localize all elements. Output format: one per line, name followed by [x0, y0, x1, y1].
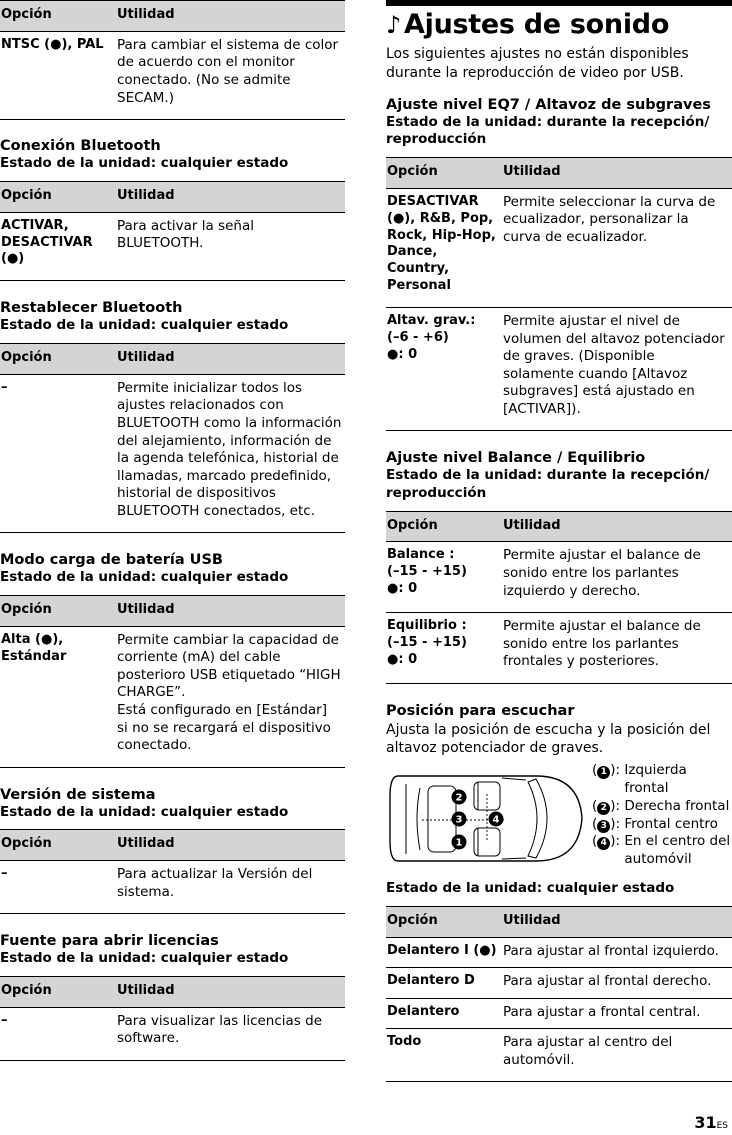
- option-cell: Delantero I (●): [386, 937, 503, 968]
- utility-cell: Permite seleccionar la curva de ecualizador, personalizar la curva de ecualizador.: [503, 188, 732, 307]
- option-cell: –: [0, 861, 117, 914]
- option-cell: ACTIVAR, DESACTIVAR (●): [0, 212, 117, 281]
- position-marker-2: [452, 790, 467, 805]
- table-row: [386, 613, 732, 684]
- legend-item: ( 3 ): Frontal centro: [592, 815, 718, 832]
- table-row: [386, 308, 732, 431]
- section-title: Ajuste nivel EQ7 / Altavoz de subgraves: [386, 96, 711, 113]
- option-cell: –: [0, 374, 117, 532]
- windshield: [528, 779, 547, 858]
- table-row: [0, 31, 345, 119]
- section-title: Restablecer Bluetooth: [0, 300, 183, 317]
- position-marker-3: [452, 812, 467, 827]
- car-body: [390, 776, 582, 861]
- header-option: Opción: [386, 511, 503, 542]
- svg-text:1: 1: [455, 837, 463, 849]
- option-cell: NTSC (●), PAL: [0, 31, 117, 119]
- title-rule: [386, 0, 732, 6]
- svg-text:4: 4: [492, 814, 500, 826]
- header-option: Opción: [0, 595, 117, 626]
- table-row: [0, 374, 345, 532]
- section-title: Versión de sistema: [0, 786, 156, 803]
- legend-text: Izquierda frontal: [624, 762, 687, 796]
- table-row: [386, 968, 732, 999]
- utility-cell: Para actualizar la Versión del sistema.: [117, 861, 345, 914]
- option-cell: Equilibrio : (–15 - +15) ●: 0: [386, 613, 503, 684]
- section-title: Ajuste nivel Balance / Equilibrio: [386, 450, 646, 467]
- utility-cell: Permite ajustar el nivel de volumen del altavoz potenciador de graves. (Disponible solamente cuando [Altavoz subgraves] está ajustado en [ACTIVAR]).: [503, 308, 732, 431]
- utility-cell: Para ajustar al frontal izquierdo.: [503, 937, 732, 968]
- intro-text: Los siguientes ajustes no están disponibles durante la reproducción de video por USB.: [386, 46, 689, 81]
- table-row: [386, 1029, 732, 1082]
- option-cell: Balance : (–15 - +15) ●: 0: [386, 542, 503, 613]
- page-number: [694, 1113, 728, 1134]
- section-state: Estado de la unidad: cualquier estado: [0, 155, 289, 172]
- header-utility: Utilidad: [503, 157, 732, 188]
- balance-table: [386, 511, 732, 684]
- header-utility: Utilidad: [117, 343, 345, 374]
- page-lang: ES: [716, 1121, 728, 1132]
- color-system-table: [0, 0, 345, 120]
- table-row: [386, 188, 732, 307]
- legend-text: En el centro del automóvil: [624, 833, 731, 868]
- section-state: Estado de la unidad: durante la recepción/ reproducción: [386, 467, 710, 502]
- section-title: Modo carga de batería USB: [0, 552, 223, 569]
- header-option: Opción: [0, 976, 117, 1007]
- header-utility: Utilidad: [503, 906, 732, 937]
- bluetooth-reset-table: [0, 343, 345, 533]
- utility-cell: Permite ajustar el balance de sonido entre los parlantes frontales y posteriores.: [503, 613, 732, 684]
- table-row: [0, 1007, 345, 1060]
- utility-cell: Para cambiar el sistema de color de acuerdo con el monitor conectado. (No se admite SECAM.): [117, 31, 345, 119]
- page-number-value: 31: [694, 1113, 717, 1133]
- listening-position-diagram: [386, 762, 732, 878]
- table-row: [0, 212, 345, 281]
- header-utility: Utilidad: [117, 181, 345, 212]
- open-source-licenses-table: [0, 976, 345, 1061]
- left-column: [0, 0, 345, 1061]
- section-title: Posición para escuchar: [386, 702, 575, 719]
- option-cell: Altav. grav.: (–6 - +6) ●: 0: [386, 308, 503, 431]
- header-utility: Utilidad: [117, 830, 345, 861]
- header-option: Opción: [386, 157, 503, 188]
- option-cell: DESACTIVAR (●), R&B, Pop, Rock, Hip-Hop, Dance, Country, Personal: [386, 188, 503, 307]
- car-diagram: [386, 766, 586, 871]
- position-legend: [592, 762, 732, 869]
- music-note-icon: ♪: [386, 10, 402, 39]
- svg-text:3: 3: [455, 814, 463, 826]
- header-option: Opción: [0, 830, 117, 861]
- table-row: [386, 937, 732, 968]
- table-row: [386, 998, 732, 1029]
- table-row: [386, 542, 732, 613]
- legend-item: ( 4 ): En el centro del automóvil: [592, 833, 731, 868]
- utility-cell: Permite ajustar el balance de sonido entre los parlantes izquierdo y derecho.: [503, 542, 732, 613]
- table-row: [0, 626, 345, 767]
- utility-cell: Para visualizar las licencias de software.: [117, 1007, 345, 1060]
- section-state: Estado de la unidad: cualquier estado: [386, 880, 675, 897]
- bluetooth-connection-table: [0, 181, 345, 282]
- header-utility: Utilidad: [117, 1, 345, 32]
- header-option: Opción: [0, 343, 117, 374]
- option-cell: Alta (●), Estándar: [0, 626, 117, 767]
- listening-desc: Ajusta la posición de escucha y la posición del altavoz potenciador de graves.: [386, 721, 711, 757]
- option-cell: –: [0, 1007, 117, 1060]
- option-cell: Delantero: [386, 998, 503, 1029]
- legend-item: ( 1 ): Izquierda frontal: [592, 762, 732, 798]
- utility-cell: Para activar la señal BLUETOOTH.: [117, 212, 345, 281]
- number-badge: 1: [597, 766, 610, 779]
- legend-text: Derecha frontal: [624, 797, 730, 814]
- number-badge: 4: [597, 837, 610, 850]
- usb-charge-table: [0, 595, 345, 768]
- listening-position-table: [386, 906, 732, 1083]
- header-utility: Utilidad: [117, 976, 345, 1007]
- legend-text: Frontal centro: [624, 815, 718, 832]
- option-cell: Todo: [386, 1029, 503, 1082]
- number-badge: 3: [597, 820, 610, 833]
- section-state: Estado de la unidad: cualquier estado: [0, 803, 289, 820]
- legend-item: ( 2 ): Derecha frontal: [592, 797, 730, 814]
- eq-table: [386, 157, 732, 432]
- system-version-table: [0, 829, 345, 914]
- position-marker-1: [452, 835, 467, 850]
- section-state: Estado de la unidad: cualquier estado: [0, 317, 289, 334]
- utility-cell: Permite cambiar la capacidad de corriente (mA) del cable posterioro USB etiquetado “HIGH CHARGE”. Está configurado en [Estándar] si no se recargará el dispositivo conectado.: [117, 626, 345, 767]
- header-option: Opción: [0, 1, 117, 32]
- section-state: Estado de la unidad: cualquier estado: [0, 569, 289, 586]
- svg-text:2: 2: [455, 792, 463, 804]
- section-title: Conexión Bluetooth: [0, 138, 161, 155]
- section-state: Estado de la unidad: durante la recepción/ reproducción: [386, 113, 710, 148]
- number-badge: 2: [597, 802, 610, 815]
- header-utility: Utilidad: [117, 595, 345, 626]
- header-utility: Utilidad: [503, 511, 732, 542]
- page-title: [386, 9, 732, 41]
- header-option: Opción: [386, 906, 503, 937]
- page-title-text: Ajustes de sonido: [404, 9, 670, 40]
- utility-cell: Para ajustar a frontal central.: [503, 998, 732, 1029]
- header-option: Opción: [0, 181, 117, 212]
- utility-cell: Para ajustar al frontal derecho.: [503, 968, 732, 999]
- utility-cell: Para ajustar al centro del automóvil.: [503, 1029, 732, 1082]
- table-row: [0, 861, 345, 914]
- utility-cell: Permite inicializar todos los ajustes relacionados con BLUETOOTH como la información del alejamiento, información de la agenda telefónica, historial de llamadas, marcado predefinido, historial de dispositivos BLUETOOTH conectados, etc.: [117, 374, 345, 532]
- section-state: Estado de la unidad: cualquier estado: [0, 950, 289, 967]
- position-marker-4: [489, 812, 504, 827]
- section-title: Fuente para abrir licencias: [0, 933, 219, 950]
- option-cell: Delantero D: [386, 968, 503, 999]
- right-column: [386, 0, 732, 1082]
